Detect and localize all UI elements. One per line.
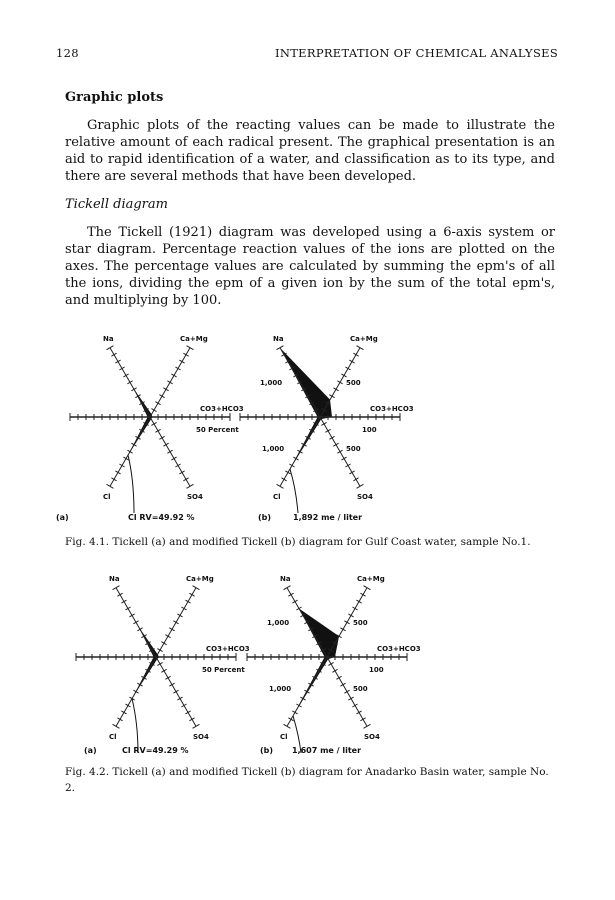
axis-tick bbox=[349, 471, 354, 474]
axis-tick bbox=[161, 642, 166, 645]
tickell-diagram-1b bbox=[220, 335, 420, 501]
ion-polygon bbox=[280, 348, 332, 469]
fig2b-tag: (b) bbox=[260, 746, 274, 755]
na-scale: 1,000 bbox=[267, 619, 290, 627]
label-so4: SO4 bbox=[193, 733, 209, 741]
fig1a-note: Cl RV=49.92 % bbox=[128, 513, 195, 522]
scale-label: 50 Percent bbox=[196, 426, 239, 434]
axis-tick bbox=[157, 649, 162, 652]
label-cl: Cl bbox=[109, 733, 117, 741]
axis-tick bbox=[356, 600, 361, 603]
axis-tick bbox=[117, 593, 122, 596]
label-na: Na bbox=[103, 335, 114, 343]
co3-scale: 100 bbox=[362, 426, 377, 434]
axis-tick bbox=[125, 704, 130, 707]
label-cl: Cl bbox=[280, 733, 288, 741]
axis-tick bbox=[163, 388, 168, 391]
axis-tick bbox=[337, 381, 342, 384]
axis-tick bbox=[321, 422, 326, 425]
axis-tick bbox=[345, 367, 350, 370]
pointer-arrow bbox=[290, 469, 298, 513]
label-co3-hco3: CO3+HCO3 bbox=[377, 645, 421, 653]
axis-tick bbox=[360, 718, 365, 721]
camg-scale: 500 bbox=[346, 379, 361, 387]
axis-tick bbox=[349, 360, 354, 363]
axis-tick bbox=[151, 409, 156, 412]
axis-tick bbox=[341, 457, 346, 460]
fig1a-tag: (a) bbox=[56, 513, 69, 522]
axis-tick bbox=[163, 443, 168, 446]
axis-tick bbox=[337, 450, 342, 453]
section-heading: Graphic plots bbox=[65, 90, 164, 105]
axis-tick bbox=[151, 422, 156, 425]
pointer-arrow bbox=[128, 455, 134, 513]
label-cl: Cl bbox=[103, 493, 111, 501]
axis-tick bbox=[328, 662, 333, 665]
label-co3-hco3: CO3+HCO3 bbox=[206, 645, 250, 653]
paragraph-text: The Tickell (1921) diagram was developed using a 6-axis system or star diagram. Percentage reaction values of the ions are plotted on the axes. The percentage values are calculated by summing the epm's of all the ions, dividing the epm of a given ion by the sum of the total epm's, and multiplying by 100. bbox=[65, 225, 555, 308]
axis-tick bbox=[344, 621, 349, 624]
axis-tick bbox=[119, 464, 124, 467]
axis-tick bbox=[329, 436, 334, 439]
axis-tick bbox=[133, 690, 138, 693]
axis-tick bbox=[177, 697, 182, 700]
axis-tick bbox=[113, 586, 120, 590]
axis-tick bbox=[292, 711, 297, 714]
axis-tick bbox=[364, 586, 371, 590]
axis-tick bbox=[285, 471, 290, 474]
scale-label: 50 Percent bbox=[202, 666, 245, 674]
camg-scale: 500 bbox=[353, 619, 368, 627]
axis-tick bbox=[127, 450, 132, 453]
axis-tick bbox=[357, 484, 364, 488]
axis-tick bbox=[117, 718, 122, 721]
axis-tick bbox=[121, 711, 126, 714]
axis-tick bbox=[348, 614, 353, 617]
axis-tick bbox=[329, 395, 334, 398]
subsection-paragraph bbox=[65, 224, 555, 309]
axis-tick bbox=[161, 669, 166, 672]
so4-scale: 500 bbox=[353, 685, 368, 693]
axis-tick bbox=[336, 676, 341, 679]
axis-tick bbox=[340, 683, 345, 686]
axis-tick bbox=[165, 676, 170, 679]
label-co3-hco3: CO3+HCO3 bbox=[370, 405, 414, 413]
page-number: 128 bbox=[56, 46, 79, 60]
label-camg: Ca+Mg bbox=[186, 575, 214, 583]
fig2a-note: Cl RV=49.29 % bbox=[122, 746, 189, 755]
axis-tick bbox=[129, 614, 134, 617]
axis-tick bbox=[189, 593, 194, 596]
axis-tick bbox=[189, 718, 194, 721]
axis-tick bbox=[165, 635, 170, 638]
axis-tick bbox=[293, 457, 298, 460]
axis-tick bbox=[113, 724, 120, 728]
axis-tick bbox=[277, 484, 284, 488]
fig1b-tag: (b) bbox=[258, 513, 272, 522]
axis-tick bbox=[115, 471, 120, 474]
pointer-arrow bbox=[132, 699, 138, 753]
axis-tick bbox=[133, 621, 138, 624]
axis-tick bbox=[193, 724, 200, 728]
axis-tick bbox=[115, 360, 120, 363]
ion-polygon bbox=[132, 626, 159, 699]
axis-tick bbox=[187, 346, 194, 350]
axis-tick bbox=[333, 443, 338, 446]
axis-tick bbox=[111, 478, 116, 481]
axis-tick bbox=[352, 607, 357, 610]
axis-tick bbox=[121, 600, 126, 603]
cl-scale: 1,000 bbox=[269, 685, 292, 693]
ion-polygon bbox=[128, 388, 152, 455]
axis-tick bbox=[159, 395, 164, 398]
axis-tick bbox=[167, 381, 172, 384]
axis-tick bbox=[155, 402, 160, 405]
fig1b-note: 1,892 me / liter bbox=[293, 513, 363, 522]
axis-tick bbox=[167, 450, 172, 453]
axis-tick bbox=[185, 711, 190, 714]
axis-tick bbox=[107, 346, 114, 350]
label-camg: Ca+Mg bbox=[357, 575, 385, 583]
label-na: Na bbox=[280, 575, 291, 583]
axis-tick bbox=[289, 464, 294, 467]
axis-tick bbox=[187, 484, 194, 488]
axis-tick bbox=[325, 429, 330, 432]
na-scale: 1,000 bbox=[260, 379, 283, 387]
so4-scale: 500 bbox=[346, 445, 361, 453]
axis-tick bbox=[360, 593, 365, 596]
label-so4: SO4 bbox=[187, 493, 203, 501]
label-na: Na bbox=[109, 575, 120, 583]
ion-polygon bbox=[293, 609, 339, 716]
axis-tick bbox=[333, 388, 338, 391]
fig2b-note: 1,607 me / liter bbox=[292, 746, 362, 755]
axis-tick bbox=[341, 374, 346, 377]
axis-tick bbox=[288, 718, 293, 721]
axis-tick bbox=[364, 724, 371, 728]
axis-tick bbox=[193, 586, 200, 590]
axis-tick bbox=[344, 690, 349, 693]
axis-tick bbox=[173, 621, 178, 624]
axis-tick bbox=[127, 381, 132, 384]
axis-tick bbox=[125, 607, 130, 610]
axis-tick bbox=[111, 353, 116, 356]
tickell-diagram-2a bbox=[56, 575, 256, 741]
axis-tick bbox=[284, 586, 291, 590]
figure-1-caption: Fig. 4.1. Tickell (a) and modified Tickell (b) diagram for Gulf Coast water, sample No.1. bbox=[65, 536, 531, 548]
label-cl: Cl bbox=[273, 493, 281, 501]
axis-tick bbox=[340, 628, 345, 631]
fig2a-tag: (a) bbox=[84, 746, 97, 755]
axis-tick bbox=[332, 669, 337, 672]
label-na: Na bbox=[273, 335, 284, 343]
axis-tick bbox=[352, 704, 357, 707]
axis-tick bbox=[107, 484, 114, 488]
axis-tick bbox=[348, 697, 353, 700]
axis-tick bbox=[284, 724, 291, 728]
subsection-heading: Tickell diagram bbox=[65, 197, 168, 212]
label-so4: SO4 bbox=[357, 493, 373, 501]
axis-tick bbox=[181, 607, 186, 610]
axis-tick bbox=[296, 704, 301, 707]
axis-tick bbox=[155, 429, 160, 432]
axis-tick bbox=[288, 593, 293, 596]
axis-tick bbox=[353, 353, 358, 356]
axis-tick bbox=[181, 704, 186, 707]
axis-tick bbox=[137, 628, 142, 631]
axis-tick bbox=[277, 346, 284, 350]
running-title: INTERPRETATION OF CHEMICAL ANALYSES bbox=[274, 46, 558, 60]
axis-tick bbox=[177, 614, 182, 617]
axis-tick bbox=[185, 600, 190, 603]
axis-tick bbox=[183, 478, 188, 481]
label-camg: Ca+Mg bbox=[180, 335, 208, 343]
label-camg: Ca+Mg bbox=[350, 335, 378, 343]
tickell-diagram-2b bbox=[227, 575, 427, 741]
axis-tick bbox=[357, 346, 364, 350]
axis-tick bbox=[179, 360, 184, 363]
axis-tick bbox=[173, 690, 178, 693]
axis-tick bbox=[345, 464, 350, 467]
section-paragraph bbox=[65, 117, 555, 185]
label-co3-hco3: CO3+HCO3 bbox=[200, 405, 244, 413]
axis-tick bbox=[169, 628, 174, 631]
label-so4: SO4 bbox=[364, 733, 380, 741]
axis-tick bbox=[159, 436, 164, 439]
axis-tick bbox=[356, 711, 361, 714]
axis-tick bbox=[179, 471, 184, 474]
axis-tick bbox=[171, 374, 176, 377]
axis-tick bbox=[296, 607, 301, 610]
axis-tick bbox=[169, 683, 174, 686]
axis-tick bbox=[123, 457, 128, 460]
axis-tick bbox=[292, 600, 297, 603]
axis-tick bbox=[175, 464, 180, 467]
axis-tick bbox=[353, 478, 358, 481]
axis-tick bbox=[157, 662, 162, 665]
axis-tick bbox=[171, 457, 176, 460]
axis-tick bbox=[281, 478, 286, 481]
axis-tick bbox=[183, 353, 188, 356]
paragraph-text: Graphic plots of the reacting values can be made to illustrate the relative amount of each radical present. The graphical presentation is an aid to rapid identification of a water, and classification as to its type, and there are several methods that have been developed. bbox=[65, 118, 555, 184]
cl-scale: 1,000 bbox=[262, 445, 285, 453]
axis-tick bbox=[119, 367, 124, 370]
axis-tick bbox=[175, 367, 180, 370]
co3-scale: 100 bbox=[369, 666, 384, 674]
figure-2-caption: Fig. 4.2. Tickell (a) and modified Tickell (b) diagram for Anadarko Basin water, sample No. 2. bbox=[65, 766, 549, 794]
axis-tick bbox=[131, 388, 136, 391]
axis-tick bbox=[123, 374, 128, 377]
